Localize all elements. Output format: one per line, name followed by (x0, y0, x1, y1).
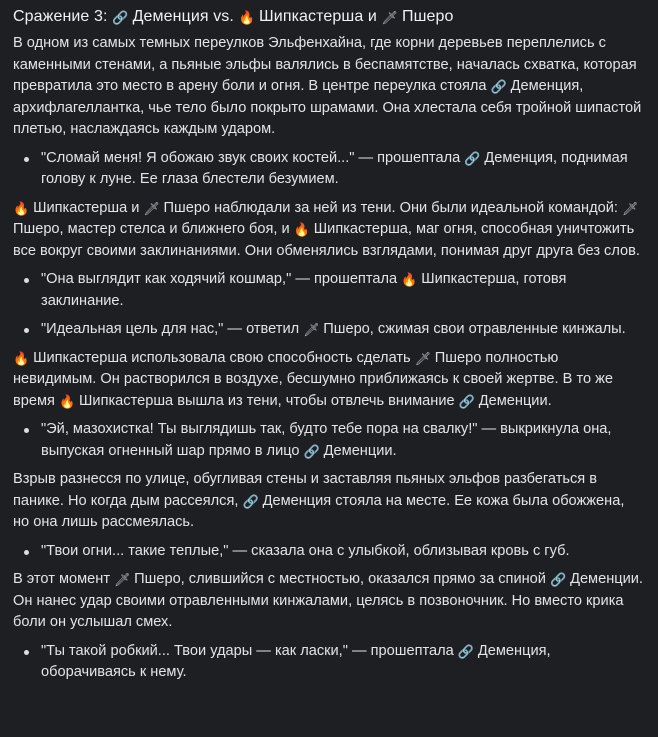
heading-prefix: Сражение 3: (13, 8, 108, 25)
paragraph-explosion (13, 469, 644, 534)
link-icon: 🔗 (550, 572, 567, 587)
text: Деменция, архифлагеллантка, чье тело было покрыто шрамами. Она хлестала себя тройной шипастой плетью, наслаждаясь каждым ударом. (13, 78, 642, 137)
text: "Она выглядит как ходячий кошмар," — прошептала (41, 271, 398, 287)
fire-icon: 🔥 (293, 222, 310, 237)
fire-icon: 🔥 (58, 393, 76, 409)
fire-icon: 🔥 (13, 200, 30, 216)
text: Шипкастерша вышла из тени, чтобы отвлечь внимание (79, 392, 455, 409)
bullet-list (13, 269, 644, 341)
dagger-icon: 🗡 (303, 322, 320, 337)
text: В этот момент (13, 571, 111, 587)
heading-name-shipkasterrsha: Шипкастерша и (259, 8, 377, 25)
text: Пшеро, сжимая свои отравленные кинжалы. (323, 321, 626, 337)
text: Шипкастерша использовала свою способность сделать (33, 349, 411, 366)
link-icon: 🔗 (242, 493, 259, 509)
list-item (41, 641, 644, 684)
text: "Ты такой робкий... Твои удары — как ласки," — прошептала (41, 642, 454, 659)
text: Деменции. Он нанес удар своими отравленными кинжалами, целясь в позвоночник. Но вместо крика боли он услышал смех. (13, 571, 643, 630)
text: В одном из самых темных переулков Эльфенхайна, где корни деревьев переплелись с каменными стенами, а пьяные эльфы валялись в беспамятстве, началась схватка, которая превратила это место в арену боли и огня. В центре переулка стояла (13, 35, 637, 94)
paragraph-intro (13, 33, 644, 141)
dagger-icon: 🗡 (114, 572, 131, 587)
battle-heading (13, 6, 644, 28)
text: Деменция, оборачиваясь к нему. (41, 642, 551, 680)
dagger-icon: 🗡 (381, 10, 399, 25)
link-icon: 🔗 (464, 150, 481, 166)
list-item (41, 269, 644, 312)
bullet-list (13, 641, 644, 684)
text: "Эй, мазохистка! Ты выглядишь так, будто тебе пора на свалку!" — выкрикнула она, выпуская огненный шар прямо в лицо (41, 421, 612, 459)
text: Деменция, поднимая голову к луне. Ее глаза блестели безумием. (41, 149, 628, 187)
list-item (41, 419, 644, 462)
text: "Сломай меня! Я обожаю звук своих костей..." — прошептала (41, 149, 461, 166)
heading-name-pshero: Пшеро (402, 8, 454, 25)
fire-icon: 🔥 (401, 272, 418, 287)
paragraph-invisibility (13, 348, 644, 413)
list-item (41, 541, 644, 563)
fire-icon: 🔥 (13, 350, 30, 366)
text: Шипкастерша, готовя заклинание. (41, 271, 567, 309)
text: Пшеро полностью невидимым. Он растворился в воздухе, бесшумно приближаясь к своей жертве. В то же время (13, 349, 614, 409)
text: Шипкастерша, маг огня, способная уничтожить все вокруг своими заклинаниями. Они обменялись взглядами, понимая друг друга без слов. (13, 221, 640, 259)
link-icon: 🔗 (303, 443, 320, 459)
list-item (41, 148, 644, 191)
text: Пшеро, слившийся с местностью, оказался прямо за спиной (134, 571, 546, 587)
link-icon: 🔗 (490, 79, 507, 94)
text: Пшеро, мастер стелса и ближнего боя, и (13, 221, 290, 237)
text: Пшеро наблюдали за ней из тени. Они были идеальной командой: (163, 199, 618, 216)
fire-icon: 🔥 (238, 10, 255, 25)
text: Деменция стояла на месте. Ее кожа была обожжена, но она лишь рассмеялась. (13, 492, 625, 530)
dagger-icon: 🗡 (143, 200, 160, 216)
bullet-list (13, 148, 644, 191)
bullet-list (13, 541, 644, 563)
paragraph-strike (13, 569, 644, 634)
text: "Твои огни... такие теплые," — сказала она с улыбкой, облизывая кровь с губ. (41, 542, 570, 559)
dagger-icon: 🗡 (414, 350, 432, 366)
text: Деменции. (323, 442, 397, 459)
list-item (41, 319, 644, 341)
link-icon: 🔗 (112, 10, 129, 25)
text: Шипкастерша и (33, 199, 140, 216)
dagger-icon: 🗡 (621, 200, 639, 216)
text: Взрыв разнесся по улице, обугливая стены и заставляя пьяных эльфов разбегаться в панике. Но когда дым рассеялся, (13, 471, 598, 509)
link-icon: 🔗 (458, 393, 475, 409)
heading-name-dementia: Деменция vs. (132, 8, 234, 25)
bullet-list (13, 419, 644, 462)
text: "Идеальная цель для нас," — ответил (41, 321, 300, 337)
paragraph-team (13, 198, 644, 263)
text: Деменции. (478, 392, 552, 409)
link-icon: 🔗 (457, 643, 474, 659)
